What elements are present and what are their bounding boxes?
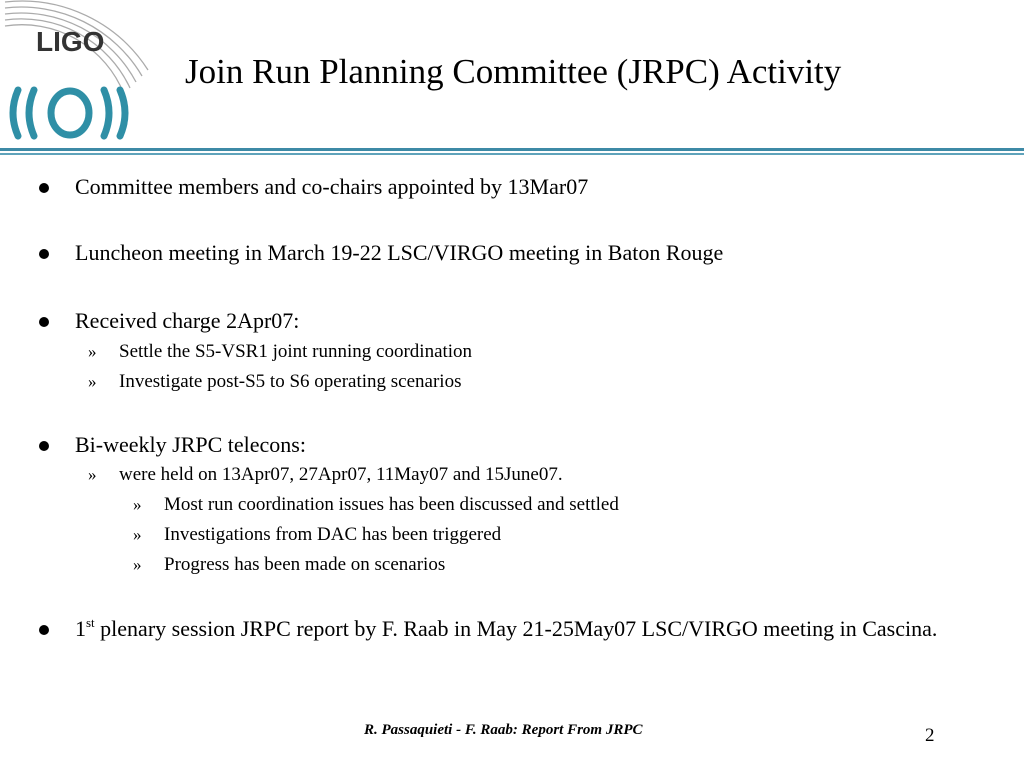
- bullet-item: [75, 614, 975, 643]
- sub-sub-bullet-item: [133, 553, 446, 577]
- bullet-text: Bi-weekly JRPC telecons:: [75, 432, 306, 457]
- bullet-dot-icon: [39, 441, 49, 451]
- bullet-text: plenary session JRPC report by F. Raab in May 21-25May07 LSC/VIRGO meeting in Cascina.: [94, 616, 938, 641]
- sub-bullet-marker-icon: »: [88, 342, 97, 361]
- bullet-item: [75, 306, 975, 335]
- sub-sub-bullet-item: [133, 493, 619, 517]
- bullet-item: [75, 238, 975, 267]
- sub-sub-bullet-text: Investigations from DAC has been triggered: [164, 524, 502, 545]
- sub-bullet-marker-icon: »: [133, 555, 142, 574]
- sub-bullet-marker-icon: »: [88, 465, 97, 484]
- bullet-item: [75, 172, 975, 201]
- sub-bullet-text: Settle the S5-VSR1 joint running coordination: [119, 341, 473, 362]
- bullet-item: [75, 430, 975, 459]
- sub-bullet-item: [88, 370, 462, 394]
- sub-bullet-marker-icon: »: [88, 372, 97, 391]
- bullet-dot-icon: [39, 249, 49, 259]
- bullet-dot-icon: [39, 625, 49, 635]
- slide-footer: R. Passaquieti - F. Raab: Report From JRPC: [364, 722, 643, 738]
- sub-bullet-item: [88, 463, 563, 487]
- sub-bullet-item: [88, 340, 473, 364]
- bullet-dot-icon: [39, 183, 49, 193]
- sub-bullet-text: were held on 13Apr07, 27Apr07, 11May07 and 15June07.: [119, 464, 563, 485]
- sub-sub-bullet-text: Progress has been made on scenarios: [164, 554, 446, 575]
- bullet-ordinal: 1: [75, 616, 86, 641]
- bullet-ordinal-suffix: st: [86, 614, 95, 630]
- sub-sub-bullet-item: [133, 523, 502, 547]
- bullet-text: Received charge 2Apr07:: [75, 308, 300, 333]
- sub-bullet-marker-icon: »: [133, 495, 142, 514]
- bullet-text: Committee members and co-chairs appointed by 13Mar07: [75, 174, 589, 199]
- bullet-text: Luncheon meeting in March 19-22 LSC/VIRGO meeting in Baton Rouge: [75, 240, 724, 265]
- sub-bullet-text: Investigate post-S5 to S6 operating scenarios: [119, 371, 462, 392]
- sub-sub-bullet-text: Most run coordination issues has been discussed and settled: [164, 494, 619, 515]
- logo-text: LIGO: [36, 26, 105, 57]
- slide-title: Join Run Planning Committee (JRPC) Activity: [185, 52, 842, 91]
- sub-bullet-marker-icon: »: [133, 525, 142, 544]
- bullet-dot-icon: [39, 317, 49, 327]
- page-number: 2: [925, 725, 935, 746]
